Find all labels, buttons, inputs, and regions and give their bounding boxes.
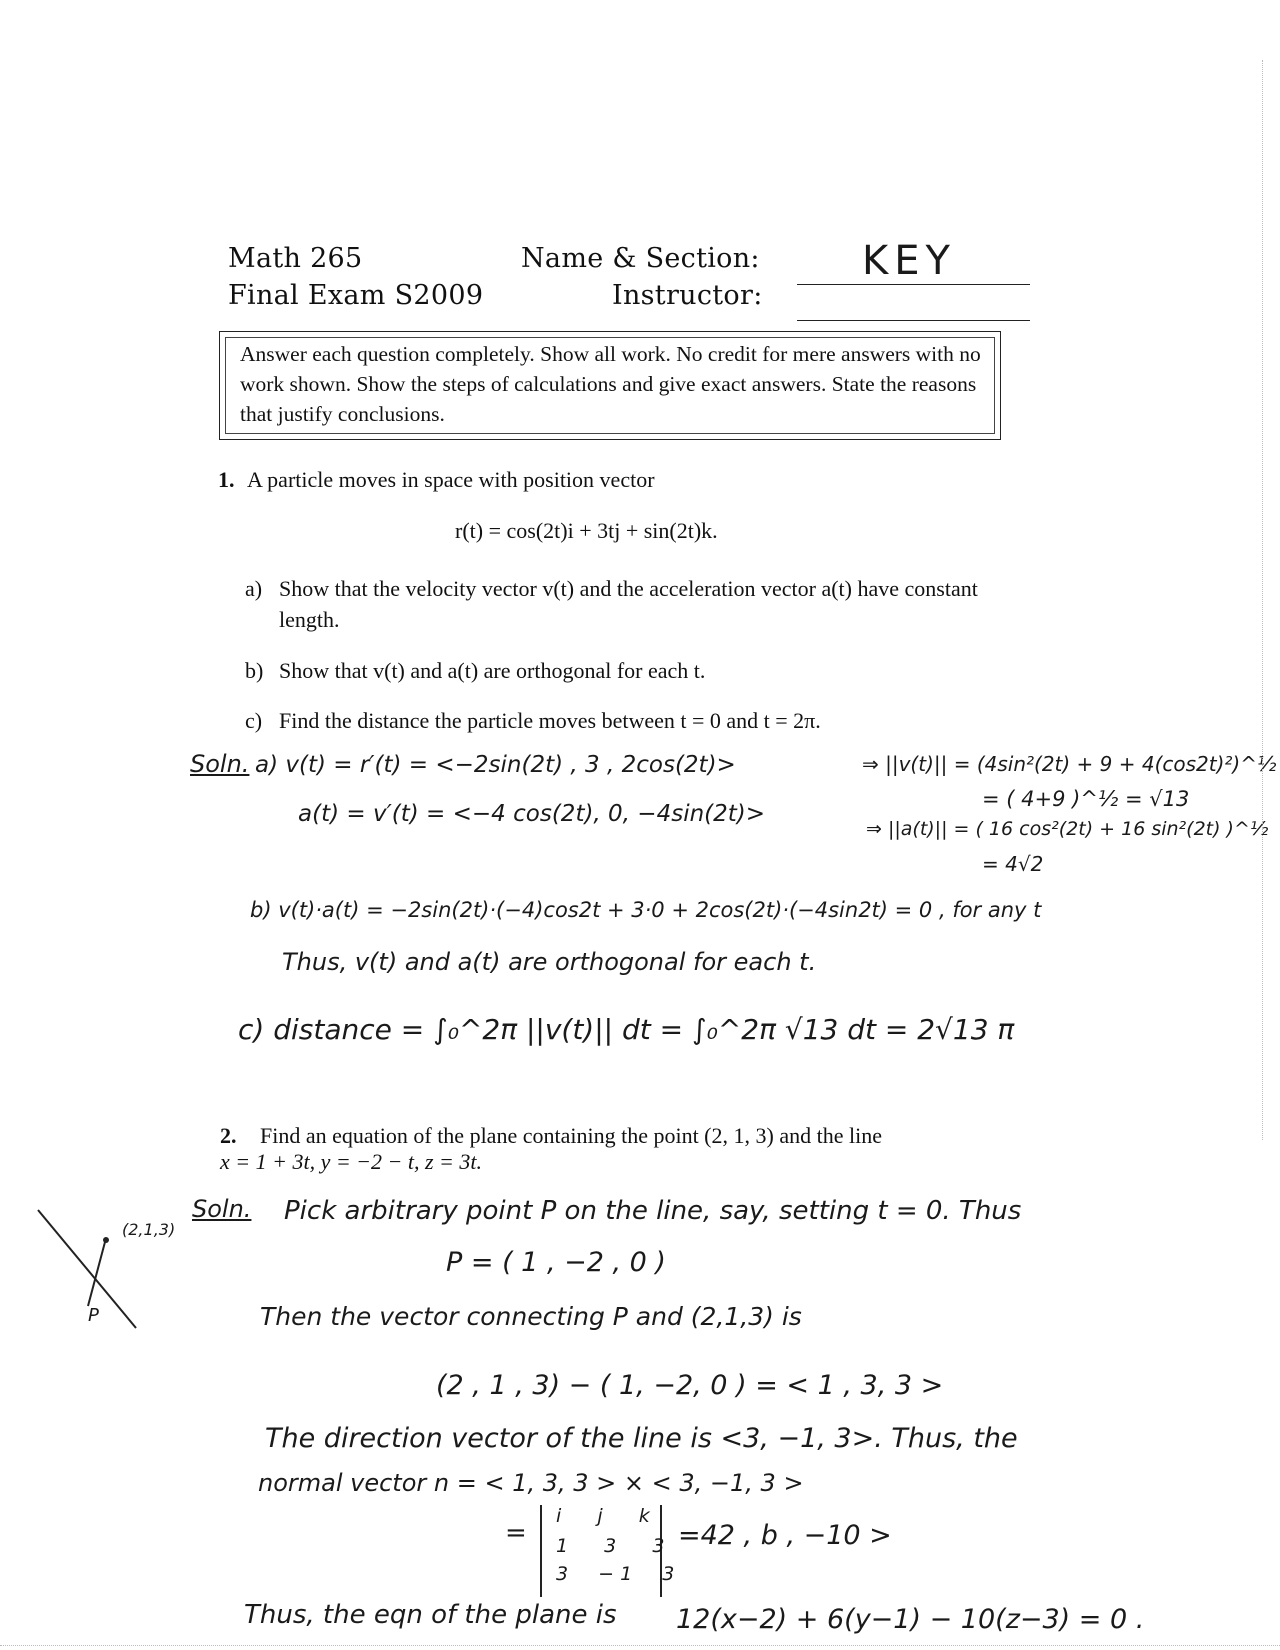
det-equals: = [505,1518,527,1548]
det-row-3: 3 −1 3 [556,1563,681,1585]
sketch-p-label: P [88,1305,99,1326]
problem-2-text-line2: x = 1 + 3t, y = −2 − t, z = 3t. [220,1149,483,1174]
det-result: =42 , b , −10 > [678,1520,892,1551]
det-row-1: i j k [556,1505,658,1527]
p2-line-1: Pick arbitrary point P on the line, say, setting t = 0. Thus [284,1196,1022,1226]
p2-line-6: normal vector n = < 1, 3, 3 > × < 3, −1, 3 > [258,1469,804,1497]
course-title: Math 265 [228,243,363,274]
problem-1-equation: r(t) = cos(2t)i + 3tj + sin(2t)k. [455,518,718,543]
problem-1-number: 1. [218,467,235,492]
p1-soln-label: Soln. [190,750,250,778]
p2-line-5: The direction vector of the line is <3, −1, 3>. Thus, the [265,1423,1018,1454]
p1-b-conclusion: Thus, v(t) and a(t) are orthogonal for each t. [282,948,817,976]
name-underline [797,284,1030,285]
exam-title: Final Exam S2009 [228,280,484,311]
p2-line-4: (2 , 1 , 3) − ( 1, −2, 0 ) = < 1 , 3, 3 > [436,1370,944,1401]
scan-bottom-artifact [0,1645,1280,1646]
det-left-bar [540,1505,542,1597]
p1-c-distance: c) distance = ∫₀^2π ||v(t)|| dt = ∫₀^2π √13 dt = 2√13 π [238,1013,1015,1046]
instructor-label: Instructor: [612,280,763,311]
instructor-underline [797,320,1030,321]
p1-a-speed-result: = ( 4+9 )^½ = √13 [982,787,1190,811]
p1-a-velocity: a) v(t) = r′(t) = <−2sin(2t) , 3 , 2cos(2t)> [255,752,736,778]
problem-2-number: 2. [220,1123,237,1148]
p1-a-accel-result: = 4√2 [982,852,1044,876]
part-a-label: a) [245,576,263,601]
part-c-text: Find the distance the particle moves between t = 0 and t = 2π. [279,708,821,733]
part-b-label: b) [245,658,264,683]
name-value-key[interactable]: KEY [862,238,956,284]
problem-2-text-line1: Find an equation of the plane containing the point (2, 1, 3) and the line [260,1123,882,1148]
part-a-text: Show that the velocity vector v(t) and the acceleration vector a(t) have constant length. [279,576,978,632]
p2-line-3: Then the vector connecting P and (2,1,3) is [260,1302,802,1331]
scan-edge-artifact [1262,60,1263,1140]
p2-line-7: Thus, the eqn of the plane is [244,1600,617,1630]
name-section-label: Name & Section: [521,243,760,274]
instructions-text: Answer each question completely. Show all work. No credit for mere answers with no work shown. Show the steps of calculations and give exact answers. State the reasons that justify conclusions. [240,342,981,426]
p1-a-accel-norm: ⇒ ||a(t)|| = ( 16 cos²(2t) + 16 sin²(2t) )^½ [866,818,1269,840]
p2-soln-label: Soln. [192,1195,252,1223]
problem-1-intro: A particle moves in space with position vector [247,467,655,492]
p2-final-equation: 12(x−2) + 6(y−1) − 10(z−3) = 0 . [676,1604,1145,1635]
p1-b-dot-product: b) v(t)·a(t) = −2sin(2t)·(−4)cos2t + 3·0 + 2cos(2t)·(−4sin2t) = 0 , for any t [250,898,1042,922]
part-c-label: c) [245,708,263,733]
p1-a-speed: ⇒ ||v(t)|| = (4sin²(2t) + 9 + 4(cos2t)²)^½ [862,752,1277,776]
p2-line-2: P = ( 1 , −2 , 0 ) [446,1247,666,1278]
part-b-text: Show that v(t) and a(t) are orthogonal for each t. [279,658,706,683]
p1-a-acceleration: a(t) = v′(t) = <−4 cos(2t), 0, −4sin(2t)> [298,801,766,827]
det-row-2: 1 3 3 [556,1535,673,1557]
sketch-point-label: (2,1,3) [122,1220,176,1239]
